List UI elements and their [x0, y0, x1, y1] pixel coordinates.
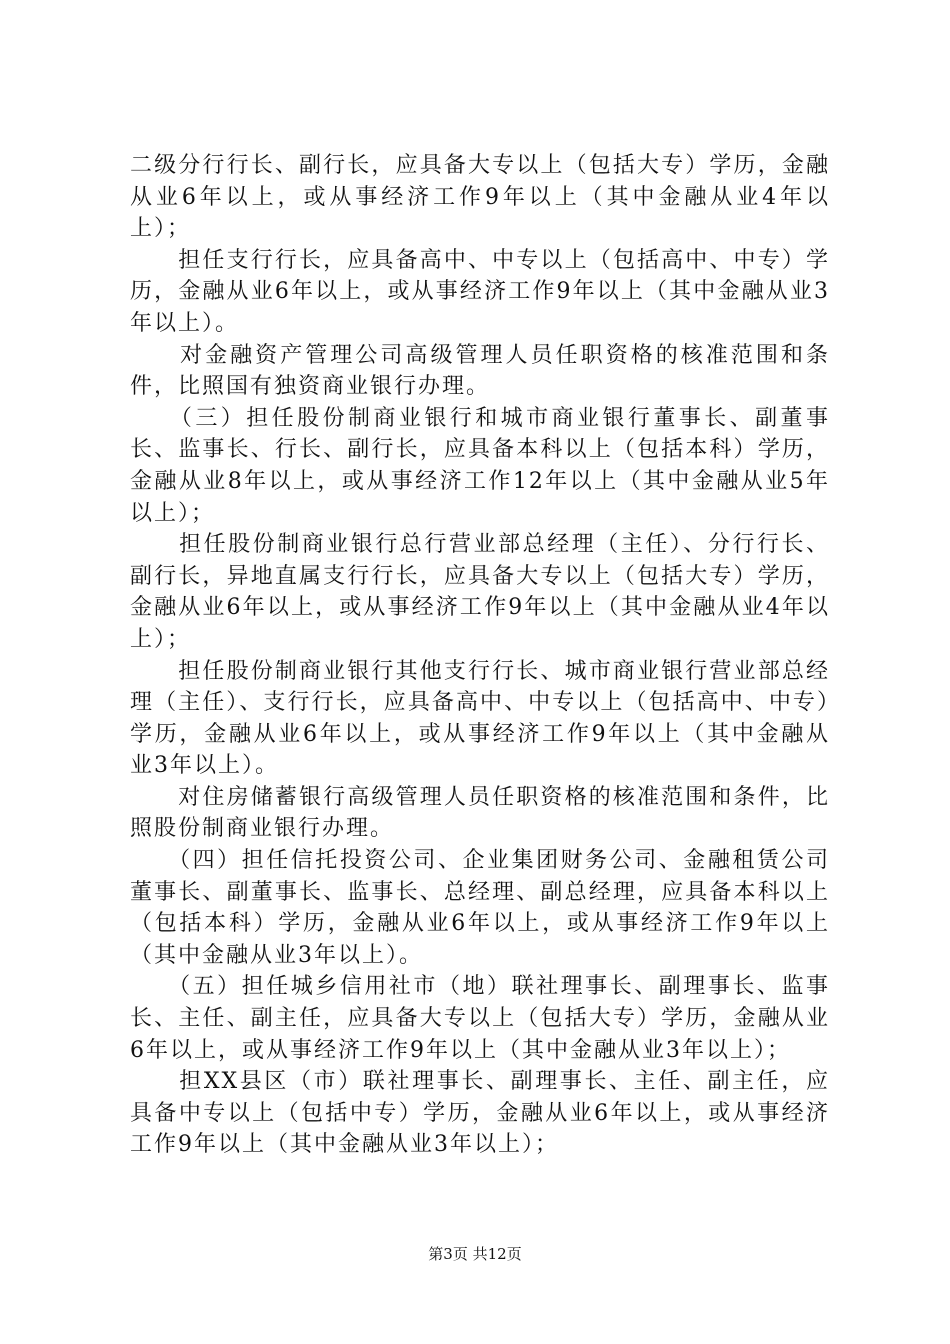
- page-number-label: 第3页 共12页: [428, 1245, 522, 1263]
- paragraph-2: 担任支行行长，应具备高中、中专以上（包括高中、中专）学历，金融从业6年以上，或从事经济工作9年以上（其中金融从业3年以上）。: [130, 247, 830, 336]
- paragraph-10: 担XX县区（市）联社理事长、副理事长、主任、副主任，应具备中专以上（包括中专）学历，金融从业6年以上，或从事经济工作9年以上（其中金融从业3年以上）；: [130, 1069, 830, 1158]
- document-body: [130, 150, 830, 1161]
- paragraph-5: 担任股份制商业银行总行营业部总经理（主任）、分行行长、副行长，异地直属支行行长，应具备大专以上（包括大专）学历，金融从业6年以上，或从事经济工作9年以上（其中金融从业4年以上）；: [130, 532, 830, 652]
- paragraph-1: 二级分行行长、副行长，应具备大专以上（包括大专）学历，金融从业6年以上，或从事经济工作9年以上（其中金融从业4年以上）；: [130, 153, 830, 242]
- paragraph-6: 担任股份制商业银行其他支行行长、城市商业银行营业部总经理（主任）、支行行长，应具备高中、中专以上（包括高中、中专）学历，金融从业6年以上，或从事经济工作9年以上（其中金融从业3年以上）。: [130, 658, 830, 779]
- paragraph-8: （四）担任信托投资公司、企业集团财务公司、金融租赁公司董事长、副董事长、监事长、总经理、副总经理，应具备本科以上（包括本科）学历，金融从业6年以上，或从事经济工作9年以上（其中金融从业3年以上）。: [130, 848, 830, 968]
- page-footer: [0, 1244, 950, 1264]
- paragraph-3: 对金融资产管理公司高级管理人员任职资格的核准范围和条件，比照国有独资商业银行办理。: [130, 342, 830, 400]
- paragraph-4: （三）担任股份制商业银行和城市商业银行董事长、副董事长、监事长、行长、副行长，应具备本科以上（包括本科）学历，金融从业8年以上，或从事经济工作12年以上（其中金融从业5年以上）；: [130, 405, 830, 526]
- paragraph-9: （五）担任城乡信用社市（地）联社理事长、副理事长、监事长、主任、副主任，应具备大专以上（包括大专）学历，金融从业6年以上，或从事经济工作9年以上（其中金融从业3年以上）；: [130, 974, 830, 1063]
- paragraph-7: 对住房储蓄银行高级管理人员任职资格的核准范围和条件，比照股份制商业银行办理。: [130, 784, 830, 842]
